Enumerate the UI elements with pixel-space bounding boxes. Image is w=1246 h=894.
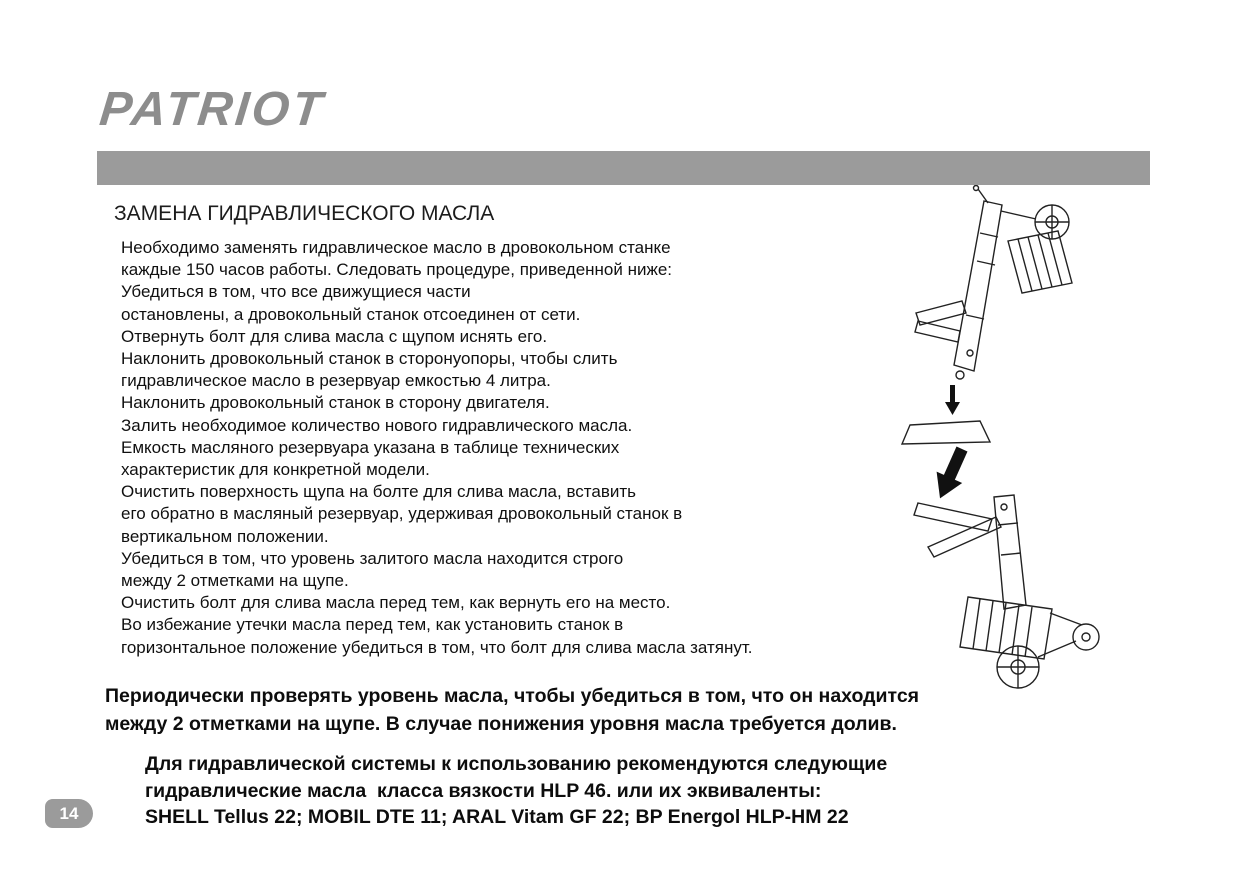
text-line: остановлены, а дровокольный станок отсоединен от сети. bbox=[121, 304, 581, 324]
drain-pan-icon bbox=[902, 421, 990, 444]
text-line: характеристик для конкретной модели. bbox=[121, 460, 430, 480]
text-line: между 2 отметками на щупе. В случае понижения уровня масла требуется долив. bbox=[105, 713, 897, 735]
section-title: ЗАМЕНА ГИДРАВЛИЧЕСКОГО МАСЛА bbox=[114, 202, 495, 225]
text-line: Отвернуть болт для слива масла с щупом иснять его. bbox=[121, 326, 548, 346]
page-number-badge bbox=[45, 799, 93, 828]
text-line: Емкость масляного резервуара указана в таблице технических bbox=[121, 437, 620, 457]
oil-change-illustration bbox=[900, 185, 1150, 695]
text-line: Убедиться в том, что все движущиеся части bbox=[121, 282, 471, 302]
log-splitter-tilted-on-support-illustration bbox=[915, 186, 1072, 380]
text-line: Очистить поверхность щупа на болте для слива масла, вставить bbox=[121, 482, 637, 502]
text-line: гидравлическое масло в резервуар емкостью 4 литра. bbox=[121, 371, 551, 391]
oil-level-note bbox=[105, 682, 919, 738]
thick-down-arrow-icon bbox=[927, 443, 975, 504]
recommended-oils bbox=[145, 751, 887, 831]
text-line: Для гидравлической системы к использованию рекомендуются следующие bbox=[145, 753, 888, 775]
text-line: SHELL Tellus 22; MOBIL DTE 11; ARAL Vitam GF 22; BP Energol HLP-HM 22 bbox=[145, 806, 849, 828]
text-line: Залить необходимое количество нового гидравлического масла. bbox=[121, 415, 633, 435]
down-arrow-icon bbox=[945, 385, 960, 415]
text-line: вертикальном положении. bbox=[121, 526, 329, 546]
brand-logo: PATRIOT bbox=[97, 83, 328, 136]
text-line: Наклонить дровокольный станок в сторонуопоры, чтобы слить bbox=[121, 349, 618, 369]
header-bar bbox=[97, 151, 1150, 185]
text-line: Во избежание утечки масла перед тем, как установить станок в bbox=[121, 615, 624, 635]
procedure-text bbox=[121, 237, 753, 659]
page-number: 14 bbox=[59, 803, 79, 823]
text-line: каждые 150 часов работы. Следовать процедуре, приведенной ниже: bbox=[121, 260, 673, 280]
text-line: Необходимо заменять гидравлическое масло в дровокольном станке bbox=[121, 238, 671, 257]
text-line: гидравлические масла класса вязкости HLP 46. или их эквиваленты: bbox=[145, 779, 822, 802]
text-line: Убедиться в том, что уровень залитого масла находится строго bbox=[121, 548, 624, 568]
text-line: Наклонить дровокольный станок в сторону двигателя. bbox=[121, 393, 550, 413]
text-line: Периодически проверять уровень масла, чтобы убедиться в том, что он находится bbox=[105, 685, 920, 707]
text-line: горизонтальное положение убедиться в том, что болт для слива масла затянут. bbox=[121, 637, 753, 657]
text-line: Очистить болт для слива масла перед тем, как вернуть его на место. bbox=[121, 593, 671, 613]
log-splitter-tilted-on-motor-illustration bbox=[914, 495, 1099, 688]
text-line: его обратно в масляный резервуар, удерживая дровокольный станок в bbox=[121, 504, 683, 524]
text-line: между 2 отметками на щупе. bbox=[121, 571, 349, 591]
